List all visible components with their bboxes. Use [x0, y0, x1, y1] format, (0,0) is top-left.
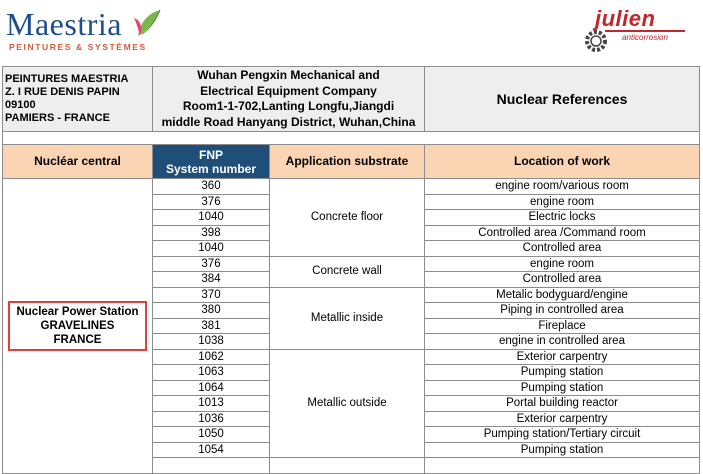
company-line: PAMIERS - FRANCE	[5, 112, 110, 124]
spacer-row	[3, 132, 700, 145]
fnp-cell: 370	[153, 287, 270, 303]
empty-cell	[425, 458, 700, 474]
fnp-cell: 376	[153, 194, 270, 210]
location-cell: Pumping station	[425, 380, 700, 396]
fnp-header-line: System number	[165, 161, 257, 176]
partner-line: Room1-1-702,Lanting Longfu,Jiangdi	[182, 99, 395, 113]
partner-line: Electrical Equipment Company	[200, 83, 377, 98]
info-row	[3, 67, 700, 132]
fnp-header-line: FNP	[199, 147, 223, 162]
column-header-row	[3, 145, 700, 179]
fnp-cell: 376	[153, 256, 270, 272]
fnp-cell: 1050	[153, 427, 270, 443]
fnp-cell: 380	[153, 303, 270, 319]
location-cell: Exterior carpentry	[425, 349, 700, 365]
location-cell: Fireplace	[425, 318, 700, 334]
company-line: Z. I RUE DENIS PAPIN 09100	[5, 86, 120, 111]
station-cell	[3, 179, 153, 474]
partner-address	[153, 67, 425, 132]
location-cell: Piping in controlled area	[425, 303, 700, 319]
fnp-cell: 1040	[153, 210, 270, 226]
location-cell: Portal building reactor	[425, 396, 700, 412]
fnp-cell: 381	[153, 318, 270, 334]
maestria-tagline: PEINTURES & SYSTÈMES	[9, 42, 147, 52]
col-header-central: Nucléar central	[3, 145, 153, 179]
fnp-cell: 1054	[153, 442, 270, 458]
location-cell: Pumping station	[425, 442, 700, 458]
location-cell: engine room/various room	[425, 179, 700, 195]
location-cell: Exterior carpentry	[425, 411, 700, 427]
location-cell: Electric locks	[425, 210, 700, 226]
location-cell: Controlled area /Command room	[425, 225, 700, 241]
partner-line: Wuhan Pengxin Mechanical and	[197, 68, 380, 82]
location-cell: Pumping station/Tertiary circuit	[425, 427, 700, 443]
page-title: Nuclear References	[425, 67, 700, 132]
spacer-cell	[3, 132, 700, 145]
fnp-cell: 1062	[153, 349, 270, 365]
station-name-box	[8, 301, 146, 351]
location-cell: engine in controlled area	[425, 334, 700, 350]
substrate-cell: Metallic outside	[270, 349, 425, 458]
location-cell: engine room	[425, 194, 700, 210]
julien-tagline: anticorrosion	[605, 30, 685, 42]
empty-cell	[270, 458, 425, 474]
julien-logo	[583, 6, 691, 56]
empty-cell	[153, 458, 270, 474]
substrate-cell: Concrete wall	[270, 256, 425, 287]
fnp-cell: 360	[153, 179, 270, 195]
company-address	[3, 67, 153, 132]
station-line: FRANCE	[53, 333, 102, 346]
fnp-cell: 1040	[153, 241, 270, 257]
fnp-cell: 1013	[153, 396, 270, 412]
partner-line: middle Road Hanyang District, Wuhan,China	[161, 114, 416, 129]
substrate-cell: Concrete floor	[270, 179, 425, 257]
station-line: Nuclear Power Station	[16, 305, 139, 318]
location-cell: Controlled area	[425, 241, 700, 257]
fnp-cell: 1038	[153, 334, 270, 350]
col-header-substrate: Application substrate	[270, 145, 425, 179]
company-line: PEINTURES MAESTRIA	[5, 73, 129, 85]
col-header-fnp	[153, 145, 270, 179]
table-row	[3, 179, 700, 195]
col-header-location: Location of work	[425, 145, 700, 179]
substrate-cell: Metallic inside	[270, 287, 425, 349]
location-cell: Controlled area	[425, 272, 700, 288]
location-cell: Metalic bodyguard/engine	[425, 287, 700, 303]
references-table	[2, 66, 700, 474]
location-cell: Pumping station	[425, 365, 700, 381]
maestria-logo	[6, 6, 166, 54]
fnp-cell: 1036	[153, 411, 270, 427]
station-line: GRAVELINES	[40, 319, 115, 332]
fnp-cell: 1064	[153, 380, 270, 396]
fnp-cell: 398	[153, 225, 270, 241]
location-cell: engine room	[425, 256, 700, 272]
fnp-cell: 384	[153, 272, 270, 288]
julien-brand: julien	[595, 6, 656, 31]
leaf-icon	[134, 6, 164, 40]
fnp-cell: 1063	[153, 365, 270, 381]
maestria-brand: Maestria	[6, 6, 122, 42]
